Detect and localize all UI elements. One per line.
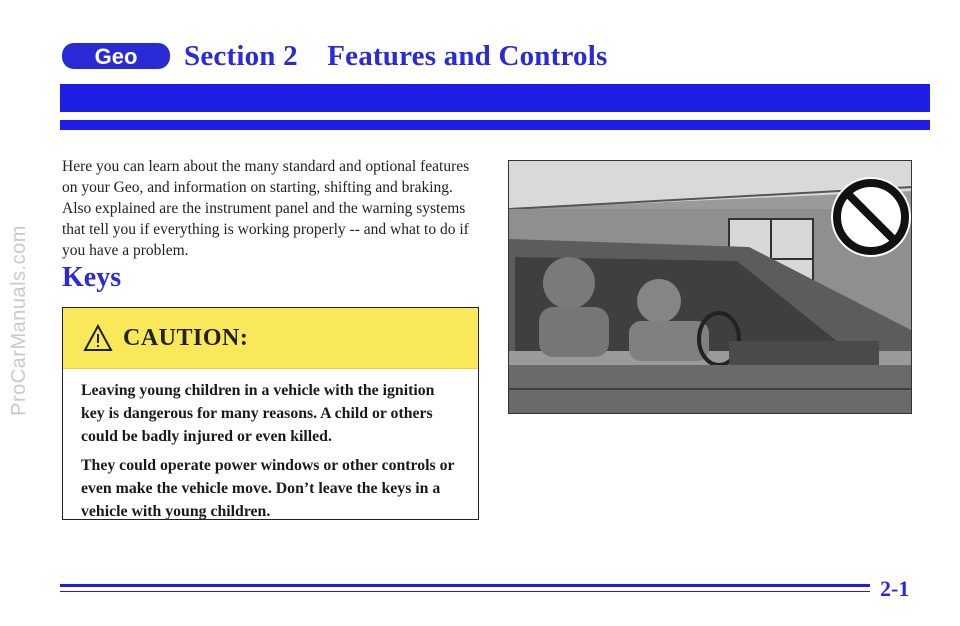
caution-text	[63, 369, 478, 523]
caution-box	[62, 307, 479, 520]
header-band-thick	[60, 84, 930, 112]
section-title: Features and Controls	[327, 39, 608, 72]
header-band-thin	[60, 120, 930, 130]
footer-rule-thick	[60, 584, 870, 587]
children-in-car-illustration	[508, 160, 912, 414]
footer-rule-thin	[60, 591, 870, 592]
keys-heading: Keys	[62, 262, 122, 293]
watermark	[4, 40, 34, 600]
logo-text: Geo	[94, 44, 138, 69]
caution-paragraph: They could operate power windows or other controls or even make the vehicle move. Don’t leave the keys in a vehicle with young children.	[81, 457, 455, 520]
intro-paragraph: Here you can learn about the many standard and optional features on your Geo, and information on starting, shifting and braking. Also explained are the instrument panel and the warning systems that tell you if everything is working properly -- and what to do if you have a problem.	[62, 158, 470, 259]
prohibition-icon	[831, 177, 911, 257]
section-header	[60, 36, 607, 76]
caution-paragraph: Leaving young children in a vehicle with the ignition key is dangerous for many reasons. A child or others could be badly injured or even killed.	[81, 382, 435, 445]
illustration-drawing	[509, 161, 912, 414]
watermark-text: ProCarManuals.com	[7, 224, 30, 416]
page-title	[184, 40, 607, 73]
caution-label: CAUTION:	[123, 324, 249, 351]
section-number: Section 2	[184, 39, 298, 72]
warning-triangle-icon	[83, 324, 113, 352]
geo-logo-icon	[60, 39, 172, 73]
caution-bar	[63, 308, 478, 369]
page-number: 2-1	[880, 576, 910, 601]
